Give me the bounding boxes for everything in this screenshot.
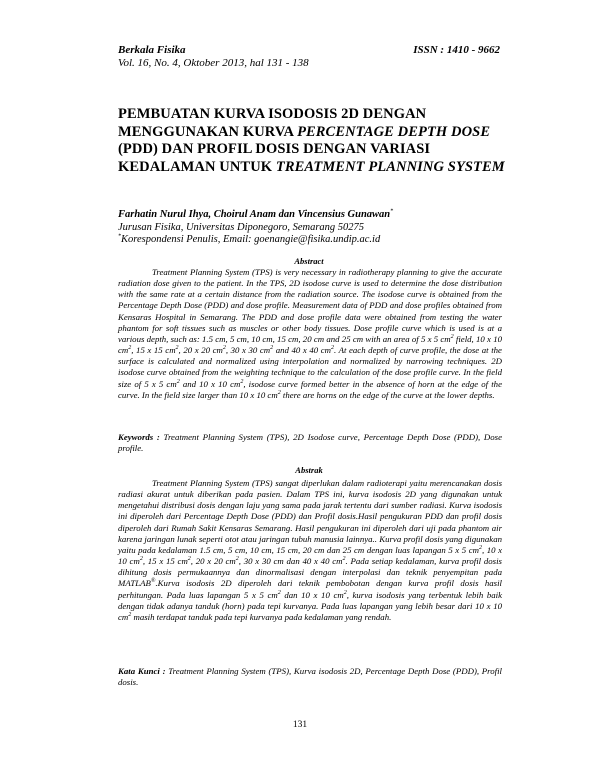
author-block (118, 209, 518, 247)
kata-kunci (118, 666, 502, 688)
page-number: 131 (292, 720, 308, 730)
abstract-heading: Abstract (294, 256, 324, 266)
abstract-text: Treatment Planning System (TPS) is very necessary in radiotherapy planning to give the accurate radiation dose given to the patient. In the TPS, 2D isodose curve is used to determine the dose distribution with the same rate at a certain distance from the radiation source. The isodose curve is obtained from the Percentage Depth Dose (PDD) and dose profile. Measurement data of PDD and dose profiles obtained from Kensaras Hospital in Semarang. The PDD and dose profile data were obtained from testing the water phantom for soft tissues such as muscles or other body tissues. Dose profile curve which is used is at a various depth, such as: 1.5 cm, 5 cm, 10 cm, 15 cm, 20 cm and 25 cm with an area of 5 x 5 $cm^2$ field, 10 x 10 $cm^2$, 15 x 15 $cm^2$, 20 x 20 $cm^2$, 30 x 30 $cm^2$ and 40 x 40 $cm^2$. At each depth of curve profile, the dose at the surface is calculated and normalized using interpolation and normalized by narrowing techniques. 2D isodose curve obtained from the weighting technique to the calculation of the dose profile curve. In the field size of 5 x 5 $cm^2$ and 10 x 10 $cm^2$, isodose curve formed better in the absence of horn at the edge of the curve. In the field size larger than 10 x 10 $cm^2$ there are horns on the edge of the curve at the lower depths. (118, 267, 502, 400)
affiliation: Jurusan Fisika, Universitas Diponegoro, Semarang 50275 (118, 221, 365, 233)
keywords (118, 432, 502, 454)
journal-header (118, 44, 500, 70)
keywords-label: Keywords : (118, 432, 160, 442)
volume-info: Vol. 16, No. 4, Oktober 2013, hal 131 - 138 (118, 57, 309, 69)
paper-title: PEMBUATAN KURVA ISODOSIS 2D DENGAN MENGGUNAKAN KURVA PERCENTAGE DEPTH DOSE (PDD) DAN PROFIL DOSIS DENGAN VARIASI KEDALAMAN UNTUK TREATMENT PLANNING SYSTEM (118, 106, 505, 175)
author-mark: * (390, 208, 394, 215)
issn: ISSN : 1410 - 9662 (413, 44, 500, 56)
abstrak-heading: Abstrak (295, 465, 323, 475)
author-names: Farhatin Nurul Ihya, Choirul Anam dan Vincensius Gunawan (118, 209, 391, 220)
kata-kunci-text: Treatment Planning System (TPS), Kurva isodosis 2D, Percentage Depth Dose (PDD), Profil dosis. (118, 666, 503, 687)
keywords-text: Treatment Planning System (TPS), 2D Isodose curve, Percentage Depth Dose (PDD), Dose profile. (118, 432, 502, 453)
corr-mark: * (118, 233, 121, 240)
journal-name: Berkala Fisika (118, 44, 186, 56)
correspondence: Korespondensi Penulis, Email: goenangie@fisika.undip.ac.id (121, 234, 381, 245)
abstrak-text: Treatment Planning System (TPS) sangat diperlukan dalam radioterapi yaitu merencanakan dosis radiasi akurat untuk diberikan pada pasien. Dalam TPS ini, kurva isodosis 2D yang digunakan untuk mengetahui distribusi dosis dengan laju yang sama pada jarak tertentu dari sumber radiasi. Kurva isodosis ini diperoleh dari Percentage Depth Dose (PDD) dan Profil dosis.Hasil pengukuran PDD dan profil dosis diperoleh dari Rumah Sakit Kensaras Semarang. Hasil pengukuran ini diperoleh dari uji pada phantom air karena jaringan lunak seperti otot atau jaringan tubuh manusia lainnya.. Kurva profil dosis yang digunakan yaitu pada kedalaman 1.5 cm, 5 cm, 10 cm, 15 cm, 20 cm dan 25 cm dengan luas lapangan 5 x 5 $cm^2$, 10 x 10 $cm^2$, 15 x 15 $cm^2$, 20 x 20 $cm^2$, 30 x 30 cm dan 40 x 40 $cm^2$. Pada setiap kedalaman, kurva profil dosis dihitung dosis permukaannya dan dinormalisasi dengan interpolasi dan teknik penyempitan pada MATLAB®.Kurva isodosis 2D diperoleh dari teknik pembobotan dengan kurva profil dosis hasil perhitungan. Pada luas lapangan 5 x 5 $cm^2$ dan 10 x 10 $cm^2$, kurva isodosis yang terbentuk lebih baik dengan tidak adanya tanduk (horn) pada tepi kurvanya. Pada luas lapangan yang lebih besar dari 10 x 10 $cm^2$ masih terdapat tanduk pada tepi kurvanya pada kedalaman yang rendah. (118, 478, 502, 622)
kata-kunci-label: Kata Kunci : (118, 666, 166, 676)
